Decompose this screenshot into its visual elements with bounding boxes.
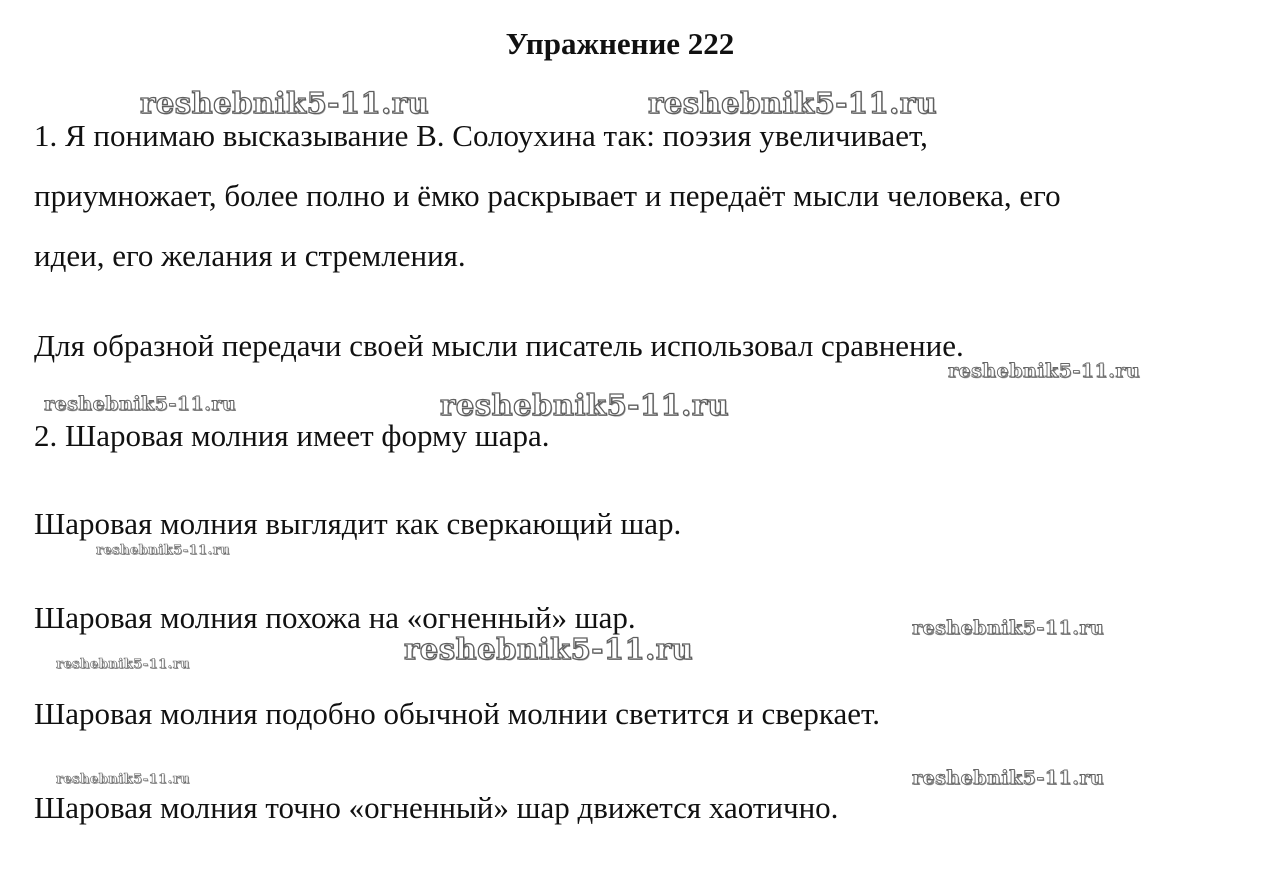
paragraph-line: Шаровая молния точно «огненный» шар движется хаотично. bbox=[34, 790, 839, 825]
watermark: reshebnik5-11.ru bbox=[912, 617, 1105, 639]
paragraph-line: Для образной передачи своей мысли писатель использовал сравнение. bbox=[34, 328, 964, 363]
paragraph-line: идеи, его желания и стремления. bbox=[34, 238, 466, 273]
paragraph-line: 2. Шаровая молния имеет форму шара. bbox=[34, 418, 550, 453]
watermark: reshebnik5-11.ru bbox=[44, 393, 237, 415]
watermark: reshebnik5-11.ru bbox=[948, 360, 1141, 382]
watermark: reshebnik5-11.ru bbox=[648, 86, 938, 120]
watermark: reshebnik5-11.ru bbox=[440, 388, 730, 422]
watermark: reshebnik5-11.ru bbox=[56, 772, 191, 787]
paragraph-line: Шаровая молния подобно обычной молнии светится и сверкает. bbox=[34, 696, 880, 731]
paragraph-line: приумножает, более полно и ёмко раскрывает и передаёт мысли человека, его bbox=[34, 178, 1061, 213]
watermark: reshebnik5-11.ru bbox=[96, 543, 231, 558]
paragraph-line: 1. Я понимаю высказывание В. Солоухина так: поэзия увеличивает, bbox=[34, 118, 928, 153]
watermark: reshebnik5-11.ru bbox=[56, 657, 191, 672]
watermark: reshebnik5-11.ru bbox=[140, 86, 430, 120]
paragraph-line: Шаровая молния выглядит как сверкающий шар. bbox=[34, 506, 682, 541]
watermark: reshebnik5-11.ru bbox=[912, 767, 1105, 789]
watermark: reshebnik5-11.ru bbox=[404, 632, 694, 666]
paragraph-line: Шаровая молния похожа на «огненный» шар. bbox=[34, 600, 636, 635]
exercise-title: Упражнение 222 bbox=[505, 26, 735, 61]
